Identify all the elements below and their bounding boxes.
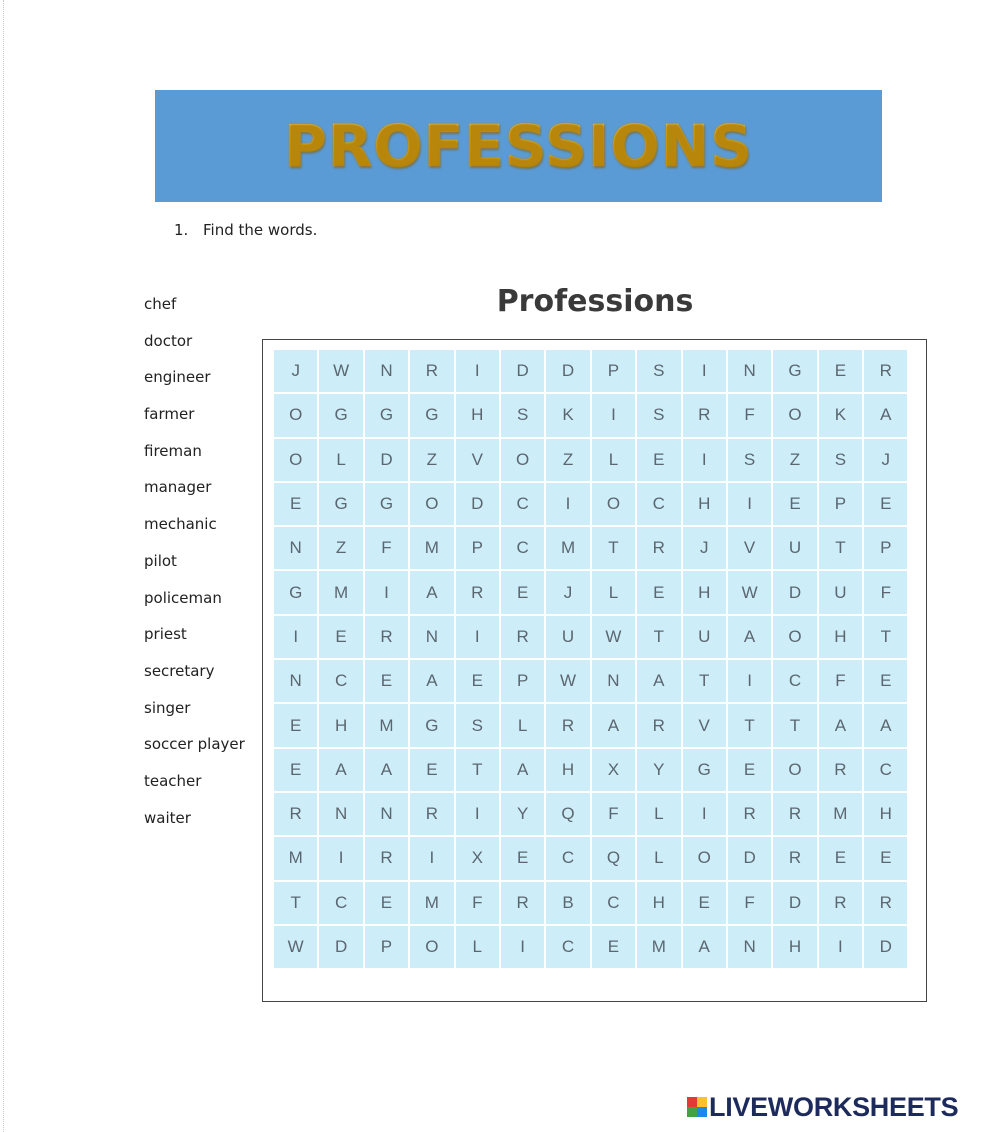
page-edge <box>3 0 4 1132</box>
grid-cell[interactable]: Z <box>773 439 816 481</box>
grid-cell[interactable]: H <box>819 616 862 658</box>
grid-cell[interactable]: L <box>501 704 544 746</box>
grid-cell[interactable]: Z <box>410 439 453 481</box>
grid-cell[interactable]: M <box>365 704 408 746</box>
grid-cell[interactable]: G <box>319 483 362 525</box>
grid-cell[interactable]: R <box>819 882 862 924</box>
grid-cell[interactable]: S <box>456 704 499 746</box>
grid-cell[interactable]: O <box>274 439 317 481</box>
grid-cell[interactable]: E <box>456 660 499 702</box>
grid-cell[interactable]: X <box>456 837 499 879</box>
word-list-item: farmer <box>144 405 195 424</box>
grid-cell[interactable]: S <box>637 350 680 392</box>
grid-cell[interactable]: T <box>819 527 862 569</box>
grid-cell[interactable]: I <box>728 483 771 525</box>
grid-cell[interactable]: G <box>683 749 726 791</box>
grid-cell[interactable]: H <box>683 571 726 613</box>
grid-cell[interactable]: E <box>365 882 408 924</box>
grid-cell[interactable]: R <box>683 394 726 436</box>
grid-cell[interactable]: A <box>592 704 635 746</box>
grid-cell[interactable]: Q <box>592 837 635 879</box>
grid-cell[interactable]: D <box>773 571 816 613</box>
grid-cell[interactable]: R <box>637 704 680 746</box>
grid-cell[interactable]: T <box>274 882 317 924</box>
grid-cell[interactable]: S <box>501 394 544 436</box>
grid-cell[interactable]: E <box>864 660 907 702</box>
logo-square <box>687 1107 697 1117</box>
grid-cell[interactable]: A <box>819 704 862 746</box>
grid-cell[interactable]: G <box>410 394 453 436</box>
word-list-item: chef <box>144 295 177 313</box>
grid-cell[interactable]: I <box>728 660 771 702</box>
grid-cell[interactable]: R <box>637 527 680 569</box>
grid-cell[interactable]: V <box>683 704 726 746</box>
grid-cell[interactable]: J <box>546 571 589 613</box>
grid-cell[interactable]: O <box>683 837 726 879</box>
grid-cell[interactable]: Y <box>501 793 544 835</box>
page-title: PROFESSIONS <box>284 112 753 180</box>
grid-cell[interactable]: G <box>365 394 408 436</box>
grid-cell[interactable]: D <box>773 882 816 924</box>
grid-cell[interactable]: E <box>819 837 862 879</box>
word-list-item: waiter <box>144 808 191 827</box>
grid-cell[interactable]: N <box>274 660 317 702</box>
word-list-item: singer <box>144 698 191 717</box>
liveworksheets-logo-icon <box>687 1097 707 1117</box>
grid-cell[interactable]: N <box>728 350 771 392</box>
grid-cell[interactable]: V <box>728 527 771 569</box>
grid-cell[interactable]: E <box>319 616 362 658</box>
grid-cell[interactable]: K <box>819 394 862 436</box>
grid-cell[interactable]: M <box>410 527 453 569</box>
grid-cell[interactable]: I <box>319 837 362 879</box>
grid-cell[interactable]: C <box>592 882 635 924</box>
grid-cell[interactable]: R <box>365 616 408 658</box>
grid-cell[interactable]: F <box>728 394 771 436</box>
liveworksheets-brand: LIVEWORKSHEETS <box>709 1091 959 1122</box>
grid-cell[interactable]: O <box>773 394 816 436</box>
grid-cell[interactable]: Z <box>546 439 589 481</box>
grid-cell[interactable]: A <box>637 660 680 702</box>
grid-cell[interactable]: Q <box>546 793 589 835</box>
grid-cell[interactable]: C <box>501 483 544 525</box>
instruction-text: Find the words. <box>203 221 318 239</box>
grid-cell[interactable]: S <box>637 394 680 436</box>
grid-cell[interactable]: I <box>683 350 726 392</box>
grid-cell[interactable]: I <box>546 483 589 525</box>
grid-cell[interactable]: D <box>365 439 408 481</box>
grid-cell[interactable]: W <box>592 616 635 658</box>
grid-cell[interactable]: A <box>365 749 408 791</box>
grid-cell[interactable]: L <box>319 439 362 481</box>
grid-cell[interactable]: F <box>864 571 907 613</box>
word-list-item: manager <box>144 478 212 497</box>
grid-cell[interactable]: F <box>728 882 771 924</box>
word-list-item: fireman <box>144 441 202 460</box>
grid-cell[interactable]: P <box>501 660 544 702</box>
grid-cell[interactable]: I <box>274 616 317 658</box>
grid-cell[interactable]: N <box>365 350 408 392</box>
grid-cell[interactable]: N <box>410 616 453 658</box>
word-search-frame <box>262 339 927 1002</box>
grid-cell[interactable]: W <box>546 660 589 702</box>
grid-cell[interactable]: L <box>637 793 680 835</box>
grid-cell[interactable]: L <box>637 837 680 879</box>
grid-cell[interactable]: T <box>592 527 635 569</box>
grid-cell[interactable]: E <box>274 704 317 746</box>
word-list-item: teacher <box>144 771 202 790</box>
grid-cell[interactable]: U <box>546 616 589 658</box>
grid-cell[interactable]: I <box>819 926 862 968</box>
grid-cell[interactable]: E <box>274 483 317 525</box>
grid-cell[interactable]: D <box>728 837 771 879</box>
word-list-item: priest <box>144 625 187 644</box>
grid-cell[interactable]: J <box>274 350 317 392</box>
grid-cell[interactable]: R <box>456 571 499 613</box>
grid-cell[interactable]: A <box>683 926 726 968</box>
grid-cell[interactable]: F <box>819 660 862 702</box>
grid-cell[interactable]: C <box>501 527 544 569</box>
grid-cell[interactable]: R <box>773 837 816 879</box>
grid-cell[interactable]: A <box>864 704 907 746</box>
grid-cell[interactable]: R <box>864 350 907 392</box>
grid-cell[interactable]: H <box>546 749 589 791</box>
grid-cell[interactable]: D <box>501 350 544 392</box>
grid-cell[interactable]: N <box>274 527 317 569</box>
word-list-item: soccer player <box>144 735 245 754</box>
grid-cell[interactable]: P <box>365 926 408 968</box>
grid-cell[interactable]: G <box>365 483 408 525</box>
grid-cell[interactable]: T <box>637 616 680 658</box>
grid-cell[interactable]: E <box>819 350 862 392</box>
grid-cell[interactable]: R <box>410 793 453 835</box>
grid-cell[interactable]: P <box>864 527 907 569</box>
word-list-item: secretary <box>144 661 215 680</box>
grid-cell[interactable]: R <box>501 882 544 924</box>
grid-cell[interactable]: O <box>410 483 453 525</box>
grid-cell[interactable]: M <box>546 527 589 569</box>
grid-cell[interactable]: R <box>773 793 816 835</box>
grid-cell[interactable]: U <box>683 616 726 658</box>
grid-cell[interactable]: M <box>319 571 362 613</box>
grid-cell[interactable]: O <box>501 439 544 481</box>
word-list-item: mechanic <box>144 515 217 534</box>
grid-cell[interactable]: N <box>365 793 408 835</box>
grid-cell[interactable]: T <box>683 660 726 702</box>
grid-cell[interactable]: F <box>456 882 499 924</box>
grid-cell[interactable]: A <box>410 660 453 702</box>
grid-cell[interactable]: T <box>773 704 816 746</box>
grid-cell[interactable]: U <box>773 527 816 569</box>
grid-cell[interactable]: E <box>864 837 907 879</box>
logo-square <box>697 1107 707 1117</box>
grid-cell[interactable]: N <box>728 926 771 968</box>
grid-cell[interactable]: C <box>319 882 362 924</box>
grid-cell[interactable]: L <box>456 926 499 968</box>
grid-cell[interactable]: A <box>864 394 907 436</box>
grid-cell[interactable]: R <box>819 749 862 791</box>
grid-cell[interactable]: Z <box>319 527 362 569</box>
grid-cell[interactable]: R <box>365 837 408 879</box>
grid-cell[interactable]: W <box>728 571 771 613</box>
grid-cell[interactable]: M <box>274 837 317 879</box>
grid-cell[interactable]: E <box>637 571 680 613</box>
grid-cell[interactable]: E <box>501 837 544 879</box>
grid-cell[interactable]: L <box>592 571 635 613</box>
grid-cell[interactable]: H <box>773 926 816 968</box>
grid-cell[interactable]: E <box>592 926 635 968</box>
grid-cell[interactable]: J <box>683 527 726 569</box>
grid-cell[interactable]: E <box>773 483 816 525</box>
grid-cell[interactable]: I <box>410 837 453 879</box>
grid-cell[interactable]: H <box>319 704 362 746</box>
grid-cell[interactable]: O <box>274 394 317 436</box>
grid-cell[interactable]: T <box>864 616 907 658</box>
grid-cell[interactable]: K <box>546 394 589 436</box>
grid-cell[interactable]: W <box>274 926 317 968</box>
grid-cell[interactable]: R <box>864 882 907 924</box>
grid-cell[interactable]: F <box>365 527 408 569</box>
grid-cell[interactable]: P <box>592 350 635 392</box>
grid-cell[interactable]: L <box>592 439 635 481</box>
grid-cell[interactable]: E <box>864 483 907 525</box>
grid-cell[interactable]: R <box>274 793 317 835</box>
grid-cell[interactable]: D <box>864 926 907 968</box>
grid-cell[interactable]: H <box>637 882 680 924</box>
grid-cell[interactable]: G <box>410 704 453 746</box>
instruction-number: 1. <box>174 221 189 239</box>
grid-cell[interactable]: A <box>501 749 544 791</box>
grid-cell[interactable]: E <box>365 660 408 702</box>
grid-cell[interactable]: B <box>546 882 589 924</box>
grid-cell[interactable]: A <box>410 571 453 613</box>
grid-cell[interactable]: R <box>546 704 589 746</box>
grid-cell[interactable]: E <box>274 749 317 791</box>
grid-cell[interactable]: C <box>864 749 907 791</box>
title-banner <box>155 90 882 202</box>
grid-cell[interactable]: I <box>456 350 499 392</box>
puzzle-title: Professions <box>496 284 694 319</box>
liveworksheets-logo[interactable] <box>687 1092 958 1122</box>
grid-cell[interactable]: S <box>728 439 771 481</box>
grid-cell[interactable]: R <box>501 616 544 658</box>
grid-cell[interactable]: M <box>410 882 453 924</box>
grid-cell[interactable]: I <box>683 793 726 835</box>
grid-cell[interactable]: Y <box>637 749 680 791</box>
grid-cell[interactable]: E <box>410 749 453 791</box>
grid-cell[interactable]: E <box>637 439 680 481</box>
grid-cell[interactable]: F <box>592 793 635 835</box>
grid-cell[interactable]: H <box>864 793 907 835</box>
grid-cell[interactable]: C <box>546 837 589 879</box>
grid-cell[interactable]: O <box>773 616 816 658</box>
grid-cell[interactable]: I <box>683 439 726 481</box>
grid-cell[interactable]: A <box>728 616 771 658</box>
word-list-item: policeman <box>144 588 222 607</box>
grid-cell[interactable]: D <box>456 483 499 525</box>
logo-square <box>687 1097 697 1107</box>
grid-cell[interactable]: R <box>728 793 771 835</box>
word-list-item: engineer <box>144 368 211 387</box>
grid-cell[interactable]: G <box>274 571 317 613</box>
grid-cell[interactable]: G <box>319 394 362 436</box>
grid-cell[interactable]: P <box>456 527 499 569</box>
grid-cell[interactable]: I <box>592 394 635 436</box>
grid-cell[interactable]: A <box>319 749 362 791</box>
grid-cell[interactable]: G <box>773 350 816 392</box>
grid-cell[interactable]: I <box>501 926 544 968</box>
grid-cell[interactable]: U <box>819 571 862 613</box>
grid-cell[interactable]: O <box>410 926 453 968</box>
word-list-item: pilot <box>144 551 177 570</box>
word-search-grid <box>274 350 907 968</box>
grid-cell[interactable]: M <box>819 793 862 835</box>
grid-cell[interactable]: W <box>319 350 362 392</box>
grid-cell[interactable]: X <box>592 749 635 791</box>
grid-cell[interactable]: T <box>728 704 771 746</box>
grid-cell[interactable]: N <box>592 660 635 702</box>
grid-cell[interactable]: N <box>319 793 362 835</box>
grid-cell[interactable]: C <box>319 660 362 702</box>
grid-cell[interactable]: D <box>319 926 362 968</box>
grid-cell[interactable]: E <box>683 882 726 924</box>
grid-cell[interactable]: I <box>456 793 499 835</box>
grid-cell[interactable]: S <box>819 439 862 481</box>
instruction <box>174 221 317 239</box>
grid-cell[interactable]: I <box>365 571 408 613</box>
word-list <box>144 292 259 842</box>
grid-cell[interactable]: E <box>501 571 544 613</box>
grid-cell[interactable]: P <box>819 483 862 525</box>
grid-cell[interactable]: R <box>410 350 453 392</box>
grid-cell[interactable]: H <box>456 394 499 436</box>
grid-cell[interactable]: I <box>456 616 499 658</box>
grid-cell[interactable]: V <box>456 439 499 481</box>
grid-cell[interactable]: T <box>456 749 499 791</box>
logo-square <box>697 1097 707 1107</box>
grid-cell[interactable]: O <box>773 749 816 791</box>
grid-cell[interactable]: O <box>592 483 635 525</box>
grid-cell[interactable]: C <box>773 660 816 702</box>
grid-cell[interactable]: E <box>728 749 771 791</box>
grid-cell[interactable]: C <box>546 926 589 968</box>
grid-cell[interactable]: J <box>864 439 907 481</box>
grid-cell[interactable]: D <box>546 350 589 392</box>
grid-cell[interactable]: C <box>637 483 680 525</box>
grid-cell[interactable]: H <box>683 483 726 525</box>
grid-cell[interactable]: M <box>637 926 680 968</box>
word-list-item: doctor <box>144 331 193 350</box>
